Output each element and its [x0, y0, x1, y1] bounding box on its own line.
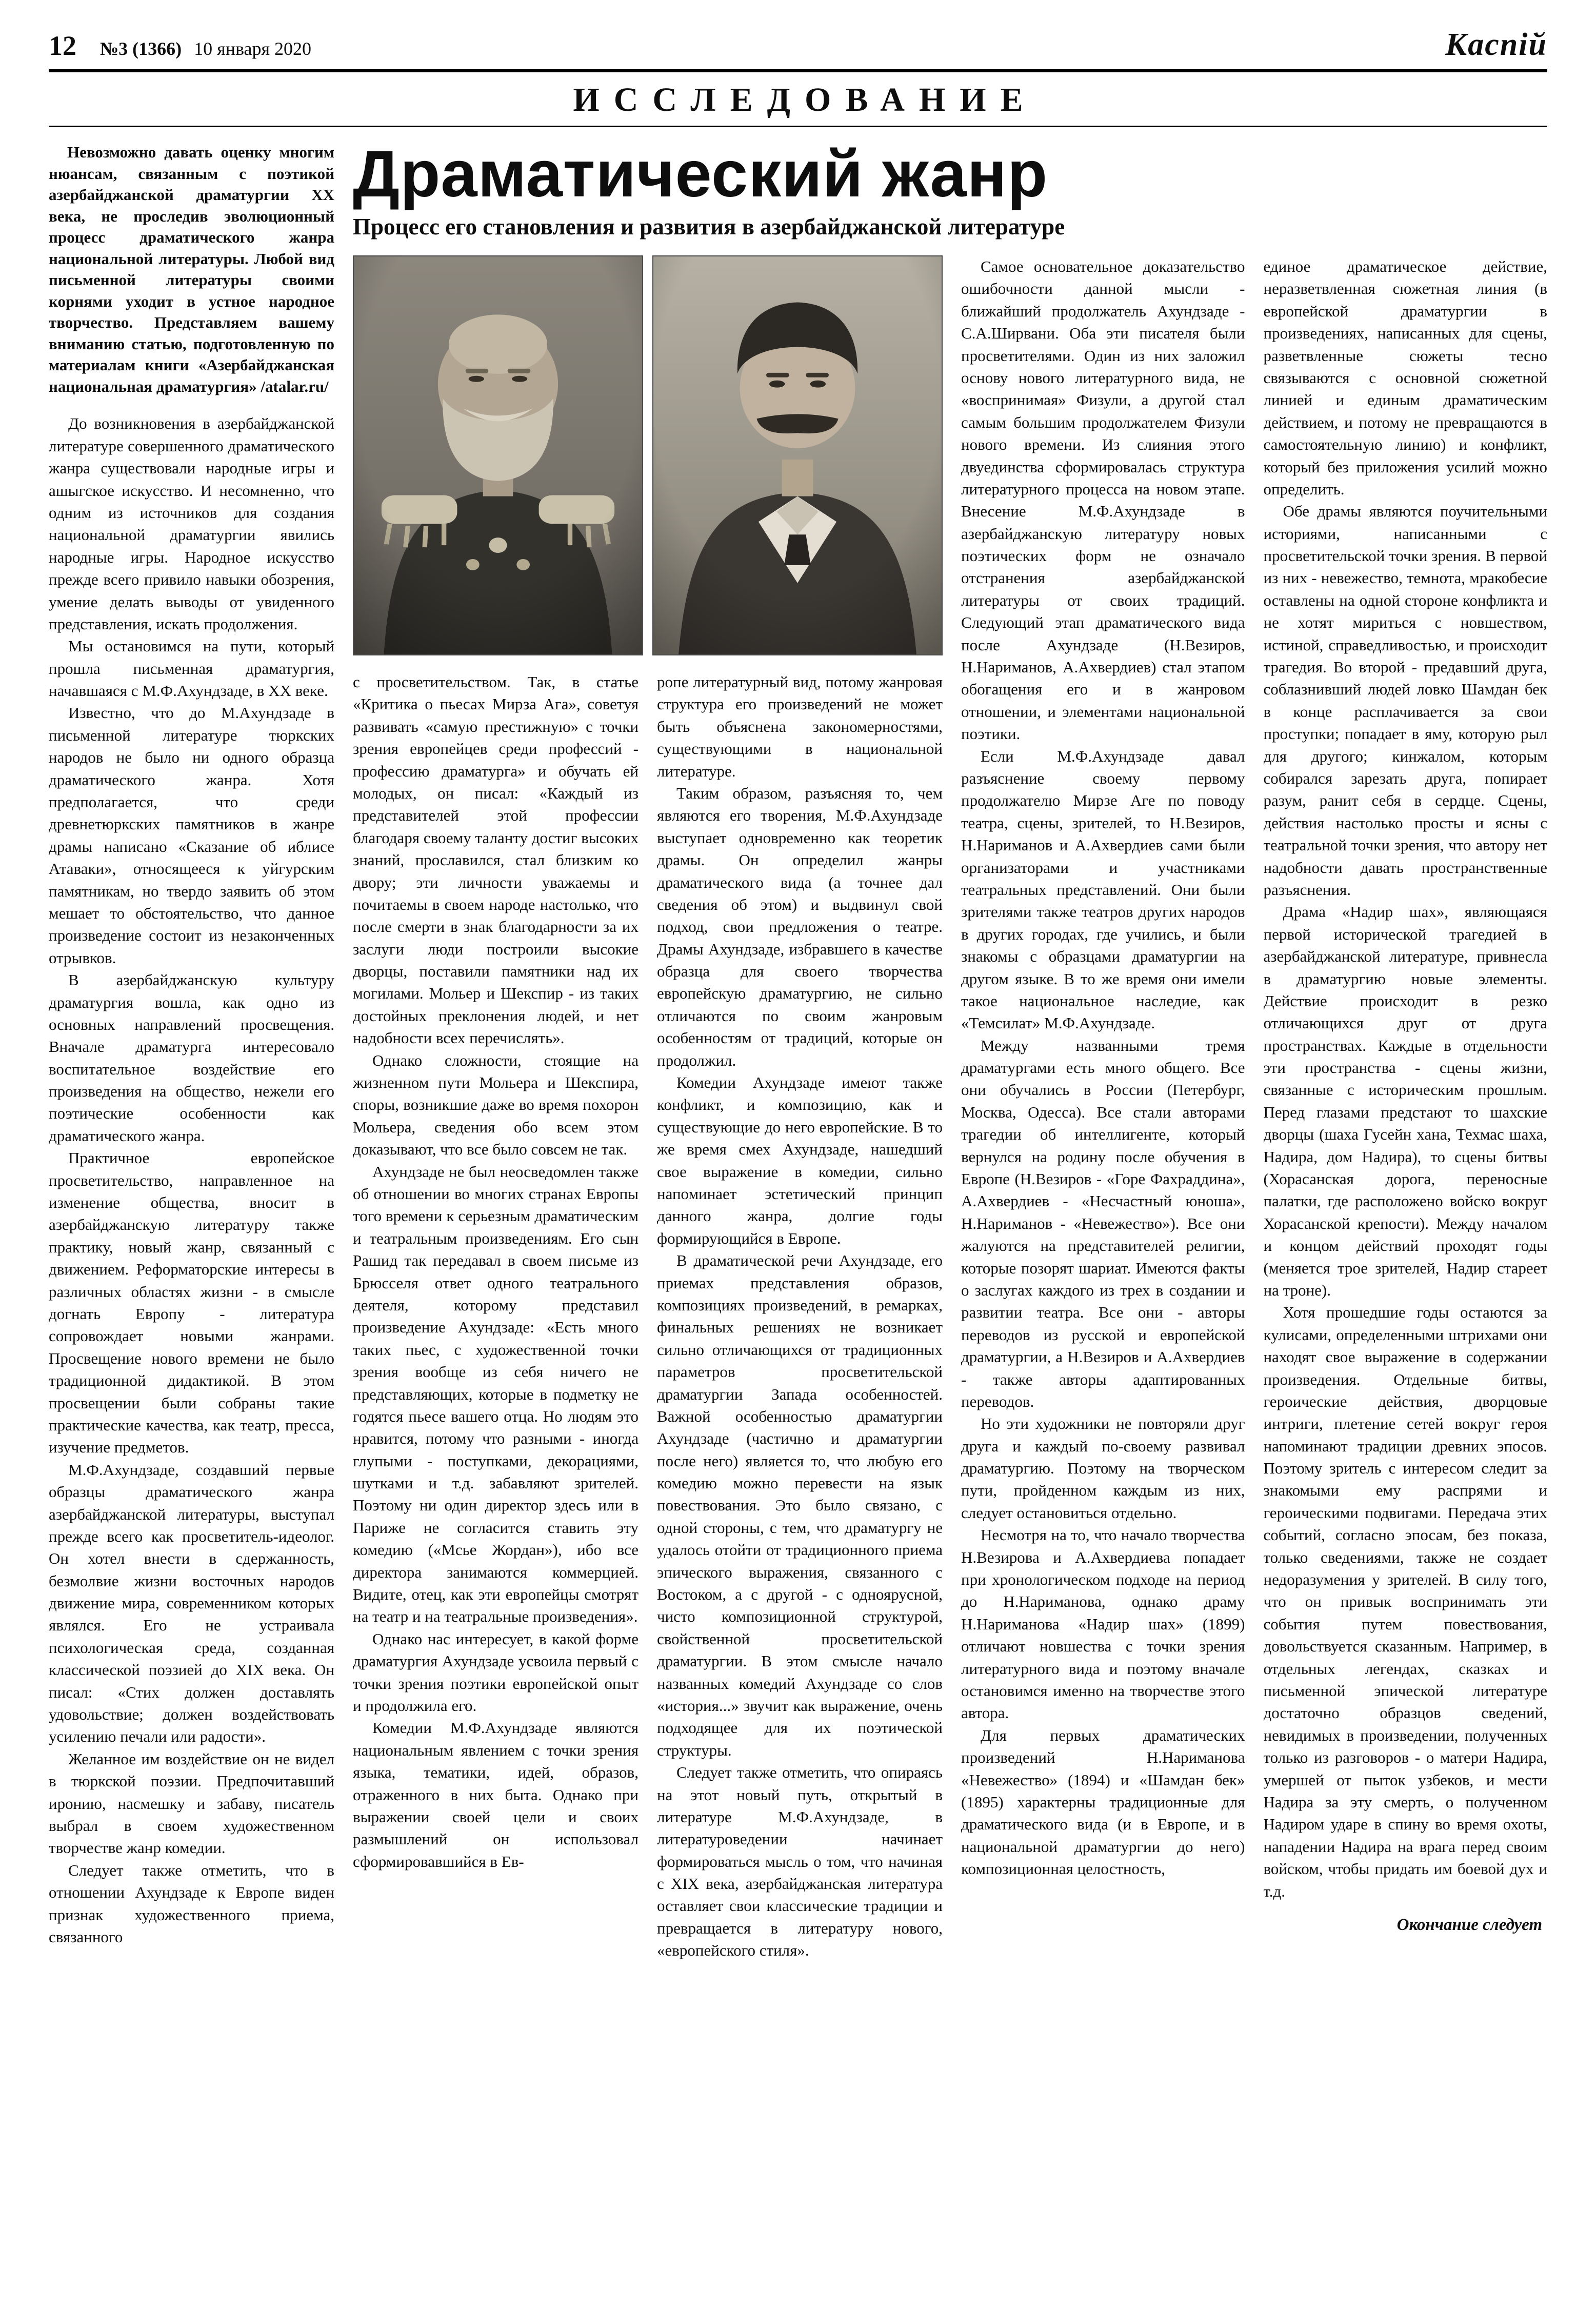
- paragraph: До возникновения в азербайджанской литературе совершенного драматического жанра существовали народные игры и ашыгское искусство. И несомненно, что одним из источников для создания национальной драматургии явились народные игры. Народное искусство прежде всего привило навыки обозрения, умение делать выводы от увиденного представления, искать продолжения.: [49, 414, 334, 633]
- column-2-text: [353, 671, 639, 2279]
- paragraph: Таким образом, разъясняя то, чем являются его творения, М.Ф.Ахундзаде выступает одновременно как теоретик драмы. Он определил жанры драматического вида (а точнее дал сведения об этом) и выдвинул свой подход, свои предложения о театре. Драмы Ахундзаде, избравшего в качестве образца для своего творчества европейскую драматургию, не сильно отличаются по своим жанровым особенностям от традиций, которые он продолжил.: [657, 784, 943, 1069]
- paragraph: Хотя прошедшие годы остаются за кулисами, определенными штрихами они находят свое выражение в содержании произведения. Отдельные битвы, героические действия, дворцовые интриги, плетение сетей вокруг героя напоминают традиции древних эпосов. Поэтому зритель с интересом следит за знакомыми ему распрями и героическими подвигами. Передача этих событий, согласно эпосам, без показа, только сведениями, также не создает недоразумения у зрителей. В силу того, что он привык воспринимать эти события путем повествования, довольствуется сказанным. Например, в отдельных легендах, сказках и письменной эпической литературе достаточно образцов сведений, невидимых в произведении, полученных только из разговоров - о матери Надира, умершей от пыток узбеков, и мести Надира за эту смерть, о полученном Надиром ударе в спину во время охоты, нападении Надира на врага перед своим войском, чтобы придать им боевой дух и т.д.: [1263, 1303, 1547, 1900]
- masthead: [49, 27, 1547, 63]
- paragraph: Комедии М.Ф.Ахундзаде являются национальным явлением с точки зрения языка, тематики, идей, образов, отраженного в них быта. Однако при выражении своей цели и своих размышлений он использовал сформировавшийся в Ев-: [353, 1719, 639, 1870]
- paragraph: Желанное им воздействие он не видел в тюркской поэзии. Предпочитавший иронию, насмешку и забаву, писатель выбрал в своем художественном творчестве жанр комедии.: [49, 1749, 334, 1857]
- paragraph: Однако сложности, стоящие на жизненном пути Мольера и Шекспира, споры, возникшие даже во время похорон Мольера, сведения обо всем этом доказывают, что все было совсем не так.: [353, 1051, 639, 1159]
- column-1: [49, 142, 334, 2279]
- paragraph: Комедии Ахундзаде имеют также конфликт, и композицию, как и существующие до него европейские. В то же время смех Ахундзаде, нашедший свое выражение в комедии, сильно напоминает эстетический принцип данного жанра, долгие годы формирующийся в Европе.: [657, 1073, 943, 1247]
- article-columns: [353, 255, 1547, 2279]
- photo-strip: [353, 255, 943, 655]
- column-3-text: [657, 671, 943, 2279]
- paragraph: Драма «Надир шах», являющаяся первой исторической трагедией в азербайджанской литературе, привнесла в драматургию новые элементы. Действие происходит в резко отличающихся друг от друга пространствах. Каждые в отдельности эти пространства - сцены жизни, связанные с историческим прошлым. Перед глазами предстают то шахские дворцы (шаха Гусейн хана, Техмас шаха, Надира, дом Надира), то сцены битвы (Хорасанская дорога, переносные палатки, где расположено войско вокруг Хорасанской крепости). Между началом и концом действий проходят годы (меняется трое зрителей, Надир стареет на троне).: [1263, 903, 1547, 1299]
- paragraph: Ахундзаде не был неосведомлен также об отношении во многих странах Европы того времени к серьезным драматическим и театральным произведениям. Его сын Рашид так передавал в своем письме из Брюсселя ответ одного театрального деятеля, которому представил произведение Ахундзаде: «Есть много таких пьес, с художественной точки зрения вообще из себя ничего не представляющих, которые в подметку не годятся пьесе вашего отца. Но людям это нравится, потому что разными - иногда глупыми - поступками, декорациями, шутками и т.д. забавляют зрителей. Поэтому ни один директор здесь или в Париже не согласится ставить эту комедию («Мсье Жордан»), ибо все директора занимаются коммерцией. Видите, отец, как эти европейцы смотрят на театр и на театральные произведения».: [353, 1162, 639, 1626]
- article: [49, 142, 1547, 2279]
- paragraph: Известно, что до М.Ахундзаде в письменной литературе тюркских народов не было ни одного образца драматического жанра. Хотя предполагается, что среди древнетюркских памятников в жанре драмы написано «Сказание об иблисе Атаваки», относящееся к уйгурским памятникам, но твердо заявить об этом мешает то обстоятельство, что данное произведение состоит из незаконченных отрывков.: [49, 704, 334, 967]
- issue-number: №3 (1366): [100, 38, 182, 59]
- article-subtitle: Процесс его становления и развития в азербайджанской литературе: [353, 214, 1065, 240]
- paragraph: В азербайджанскую культуру драматургия вошла, как одно из основных направлений просвещения. Вначале драматурга интересовало воспитательное воздействие его произведения на общество, нежели его поэтические особенности как драматического жанра.: [49, 971, 334, 1145]
- column-5-text: [1264, 255, 1548, 1902]
- paragraph: Мы остановимся на пути, который прошла письменная драматургия, начавшаяся с М.Ф.Ахундзаде, в XX веке.: [49, 637, 334, 700]
- paragraph: Практичное европейское просветительство, направленное на изменение общества, вносит в азербайджанскую литературу также практику, новый жанр, связанный с движением. Реформаторские интересы в различных областях жизни - в смысле догнать Европу - литература сопровождает новыми жанрами. Просвещение нового времени не было традиционной дидактикой. В этом просвещении были собраны такие практические качества, как театр, пресса, изучение предметов.: [49, 1149, 334, 1457]
- paragraph: ропе литературный вид, потому жанровая структура его произведений не может быть объяснена закономерностями, существующими в национальной литературе.: [657, 673, 943, 780]
- paragraph: Самое основательное доказательство ошибочности данной мысли - ближайший продолжатель Ахундзаде - С.А.Ширвани. Оба эти писателя были просветителями. Один из них заложил основу нового литературного вида, не «воспринимая» Физули, а другой стал самым большим продолжателем Физули нового времени. Из слияния этого двуединства сформировалась структура литературного процесса на новом этапе. Внесение М.Ф.Ахундзаде в азербайджанскую литературу новых поэтических форм не означало отстранения азербайджанской литературы от своих традиций. Следующий этап драматического вида после Ахундзаде (Н.Везиров, Н.Нариманов, А.Ахвердиев) стал этапом обогащения его и в жанровом отношении, и элементами национальной поэтики.: [961, 257, 1245, 743]
- article-ending: Окончание следует: [1396, 1915, 1542, 1934]
- columns-2-3: [353, 671, 943, 2279]
- masthead-left: [49, 30, 311, 62]
- paragraph: Однако нас интересует, в какой форме драматургия Ахундзаде усвоила первый с точки зрения поэтики европейской опыт и продолжила его.: [353, 1629, 639, 1715]
- page-number: 12: [49, 30, 76, 61]
- paragraph: М.Ф.Ахундзаде, создавший первые образцы драматического жанра азербайджанской литературы, выступал прежде всего как просветитель-идеолог. Он хотел внести в сдержанность, безмолвие жизни восточных народов движение мира, современником которых являлся. Его не устраивала психологическая среда, созданная классической поэзией до XIX века. Он писал: «Стих должен доставлять удовольствие; должен воздействовать усилению печали или радости».: [49, 1460, 334, 1746]
- portrait-military-officer-illustration: [354, 256, 642, 654]
- paragraph: Следует также отметить, что опираясь на этот новый путь, открытый в литературе М.Ф.Ахундзаде, в литературоведении начинает формироваться мысль о том, что начиная с XIX века, азербайджанская литература оставляет свои классические традиции и превращается в литературу нового, «европейского стиля».: [657, 1763, 943, 1960]
- paragraph: Следует также отметить, что в отношении Ахундзаде к Европе виден признак художественного приема, связанного: [49, 1861, 334, 1946]
- paragraph: Если М.Ф.Ахундзаде давал разъяснение своему первому продолжателю Мирзе Аге по поводу театра, сцены, зрителей, то Н.Везиров, Н.Нариманов и А.Ахвердиев сами были организаторами и участниками театральных представлений. Они были зрителями также театров других народов в других городах, где учились, и были знакомы с образцами драматургии на другом языке. В то же время они имели такое национальное наследие, как «Темсилат» М.Ф.Ахундзаде.: [961, 747, 1245, 1032]
- newspaper-logo: Каспій: [1445, 27, 1547, 62]
- column-4-text: [961, 255, 1245, 2279]
- paragraph: с просветительством. Так, в статье «Критика о пьесах Мирза Ага», советуя развивать «самую престижную» с точки зрения европейцев среди профессий - профессию драматурга» и обучать ей молодых, он писал: «Каждый из представителей этой профессии благодаря своему таланту достиг высоких знаний, прославился, стал близким ко двору; эти личности уважаемы и почитаемы в своем народе настолько, что после смерти в знак благодарности за их заслуги люди построили высокие дворцы, поставили памятники над их могилами. Мольер и Шекспир - из таких достойных преклонения людей, и нет надобности всех перечислять».: [353, 673, 639, 1047]
- portrait-man-with-mustache-illustration: [653, 256, 942, 654]
- article-lead: Невозможно давать оценку многим нюансам, связанным с поэтикой азербайджанской драматургии XX века, не проследив эволюционный процесс драматического жанра национальной литературы. Любой вид письменной литературы своими корнями уходит в устное народное творчество. Представляем вашему вниманию статью, подготовленную по материалам книги «Азербайджанская национальная драматургия» /atalar.ru/: [49, 143, 334, 395]
- paragraph: единое драматическое действие, неразветвленная сюжетная линия (в европейской драматургии в произведениях, написанных для сцены, разветвленные сюжеты тесно связываются с основной сюжетной линией и единым драматическим действием, и потому не превращаются в самостоятельную линию) и конфликт, который без приложения усилий можно определить.: [1263, 257, 1547, 498]
- paragraph: Но эти художники не повторяли друг друга и каждый по-своему развивал драматургию. Поэтому на творческом пути, пройденном каждым из них, следует остановиться отдельно.: [961, 1415, 1245, 1522]
- article-headline: Драматический жанр: [353, 142, 1048, 211]
- paragraph: Между названными тремя драматургами есть много общего. Все они обучались в России (Петербург, Москва, Одесса). Все стали авторами трагедии об интеллигенте, который вернулся на родину после обучения в Европе (Н.Везиров - «Горе Фахраддина», А.Ахвердиев - «Несчастный юноша», Н.Нариманов - «Невежество»). Все они жалуются на представителей религии, которые позорят шариат. Имеются факты о заслугах каждого из трех в создании и развитии театра. Все они - авторы переводов из русской и европейской драматургии, а Н.Везиров и А.Ахвердиев - также авторы адаптированных переводов.: [961, 1036, 1245, 1410]
- article-main-area: [353, 142, 1547, 2279]
- paragraph: Несмотря на то, что начало творчества Н.Везирова и А.Ахвердиева попадает при хронологическом подходе на период до Н.Нариманова, однако драму Н.Нариманова «Надир шах» (1899) отличают новшества с точки зрения литературного вида и поэтому вначале остановимся именно на творчестве этого автора.: [961, 1526, 1245, 1722]
- paragraph: Обе драмы являются поучительными историями, написанными с просветительской точки зрения. В первой из них - невежество, темнота, мракобесие оставлены на одной стороне конфликта и не хотят мириться с новшеством, истиной, справедливостью, и происходит трагедия. Во второй - предавший друга, соблазнивший людей ловко Шамдан бек в конце расплачивается за свои проступки; попадает в яму, которую рыл для другого; кинжалом, которым собирался зарезать друга, попирает разум, ранит себя в сердце. Сцены, действия настолько просты и ясны с театральной точки зрения, что автору нет надобности давать пространственные разъяснения.: [1263, 502, 1547, 899]
- paragraph: В драматической речи Ахундзаде, его приемах представления образов, композициях произведений, в ремарках, финальных решениях не возникает сильно отличающихся от традиционных параметров просветительской драматургии Запада особенностей. Важной особенностью драматургии Ахундзаде (частично и драматургии после него) является то, что любую его комедию можно перевести на язык повествования. Это было связано, с одной стороны, с тем, что драматургу не удалось отойти от традиционного приема эпического выражения, связанного с Востоком, а с другой - с одноярусной, чисто композиционной структурой, свойственной просветительской драматургии. В этом смысле начало названных комедий Ахундзаде со слов «история...» звучит как выражение, очень подходящее для их поэтической структуры.: [657, 1251, 943, 1759]
- section-rule: [49, 126, 1547, 127]
- paragraph: Для первых драматических произведений Н.Нариманова «Невежество» (1894) и «Шамдан бек» (1895) характерны традиционные для драматического вида (и в Европе, и в национальной драматургии до него) композиционная целостность,: [961, 1726, 1245, 1878]
- section-title: ИССЛЕДОВАНИЕ: [573, 81, 1038, 118]
- portrait-photo-man-with-mustache: [652, 255, 943, 655]
- column-1-text: [49, 412, 334, 1948]
- column-5: [1264, 255, 1548, 2279]
- portrait-photo-military-officer: [353, 255, 643, 655]
- issue-date: 10 января 2020: [194, 38, 312, 59]
- photo-and-text-block: [353, 255, 943, 2279]
